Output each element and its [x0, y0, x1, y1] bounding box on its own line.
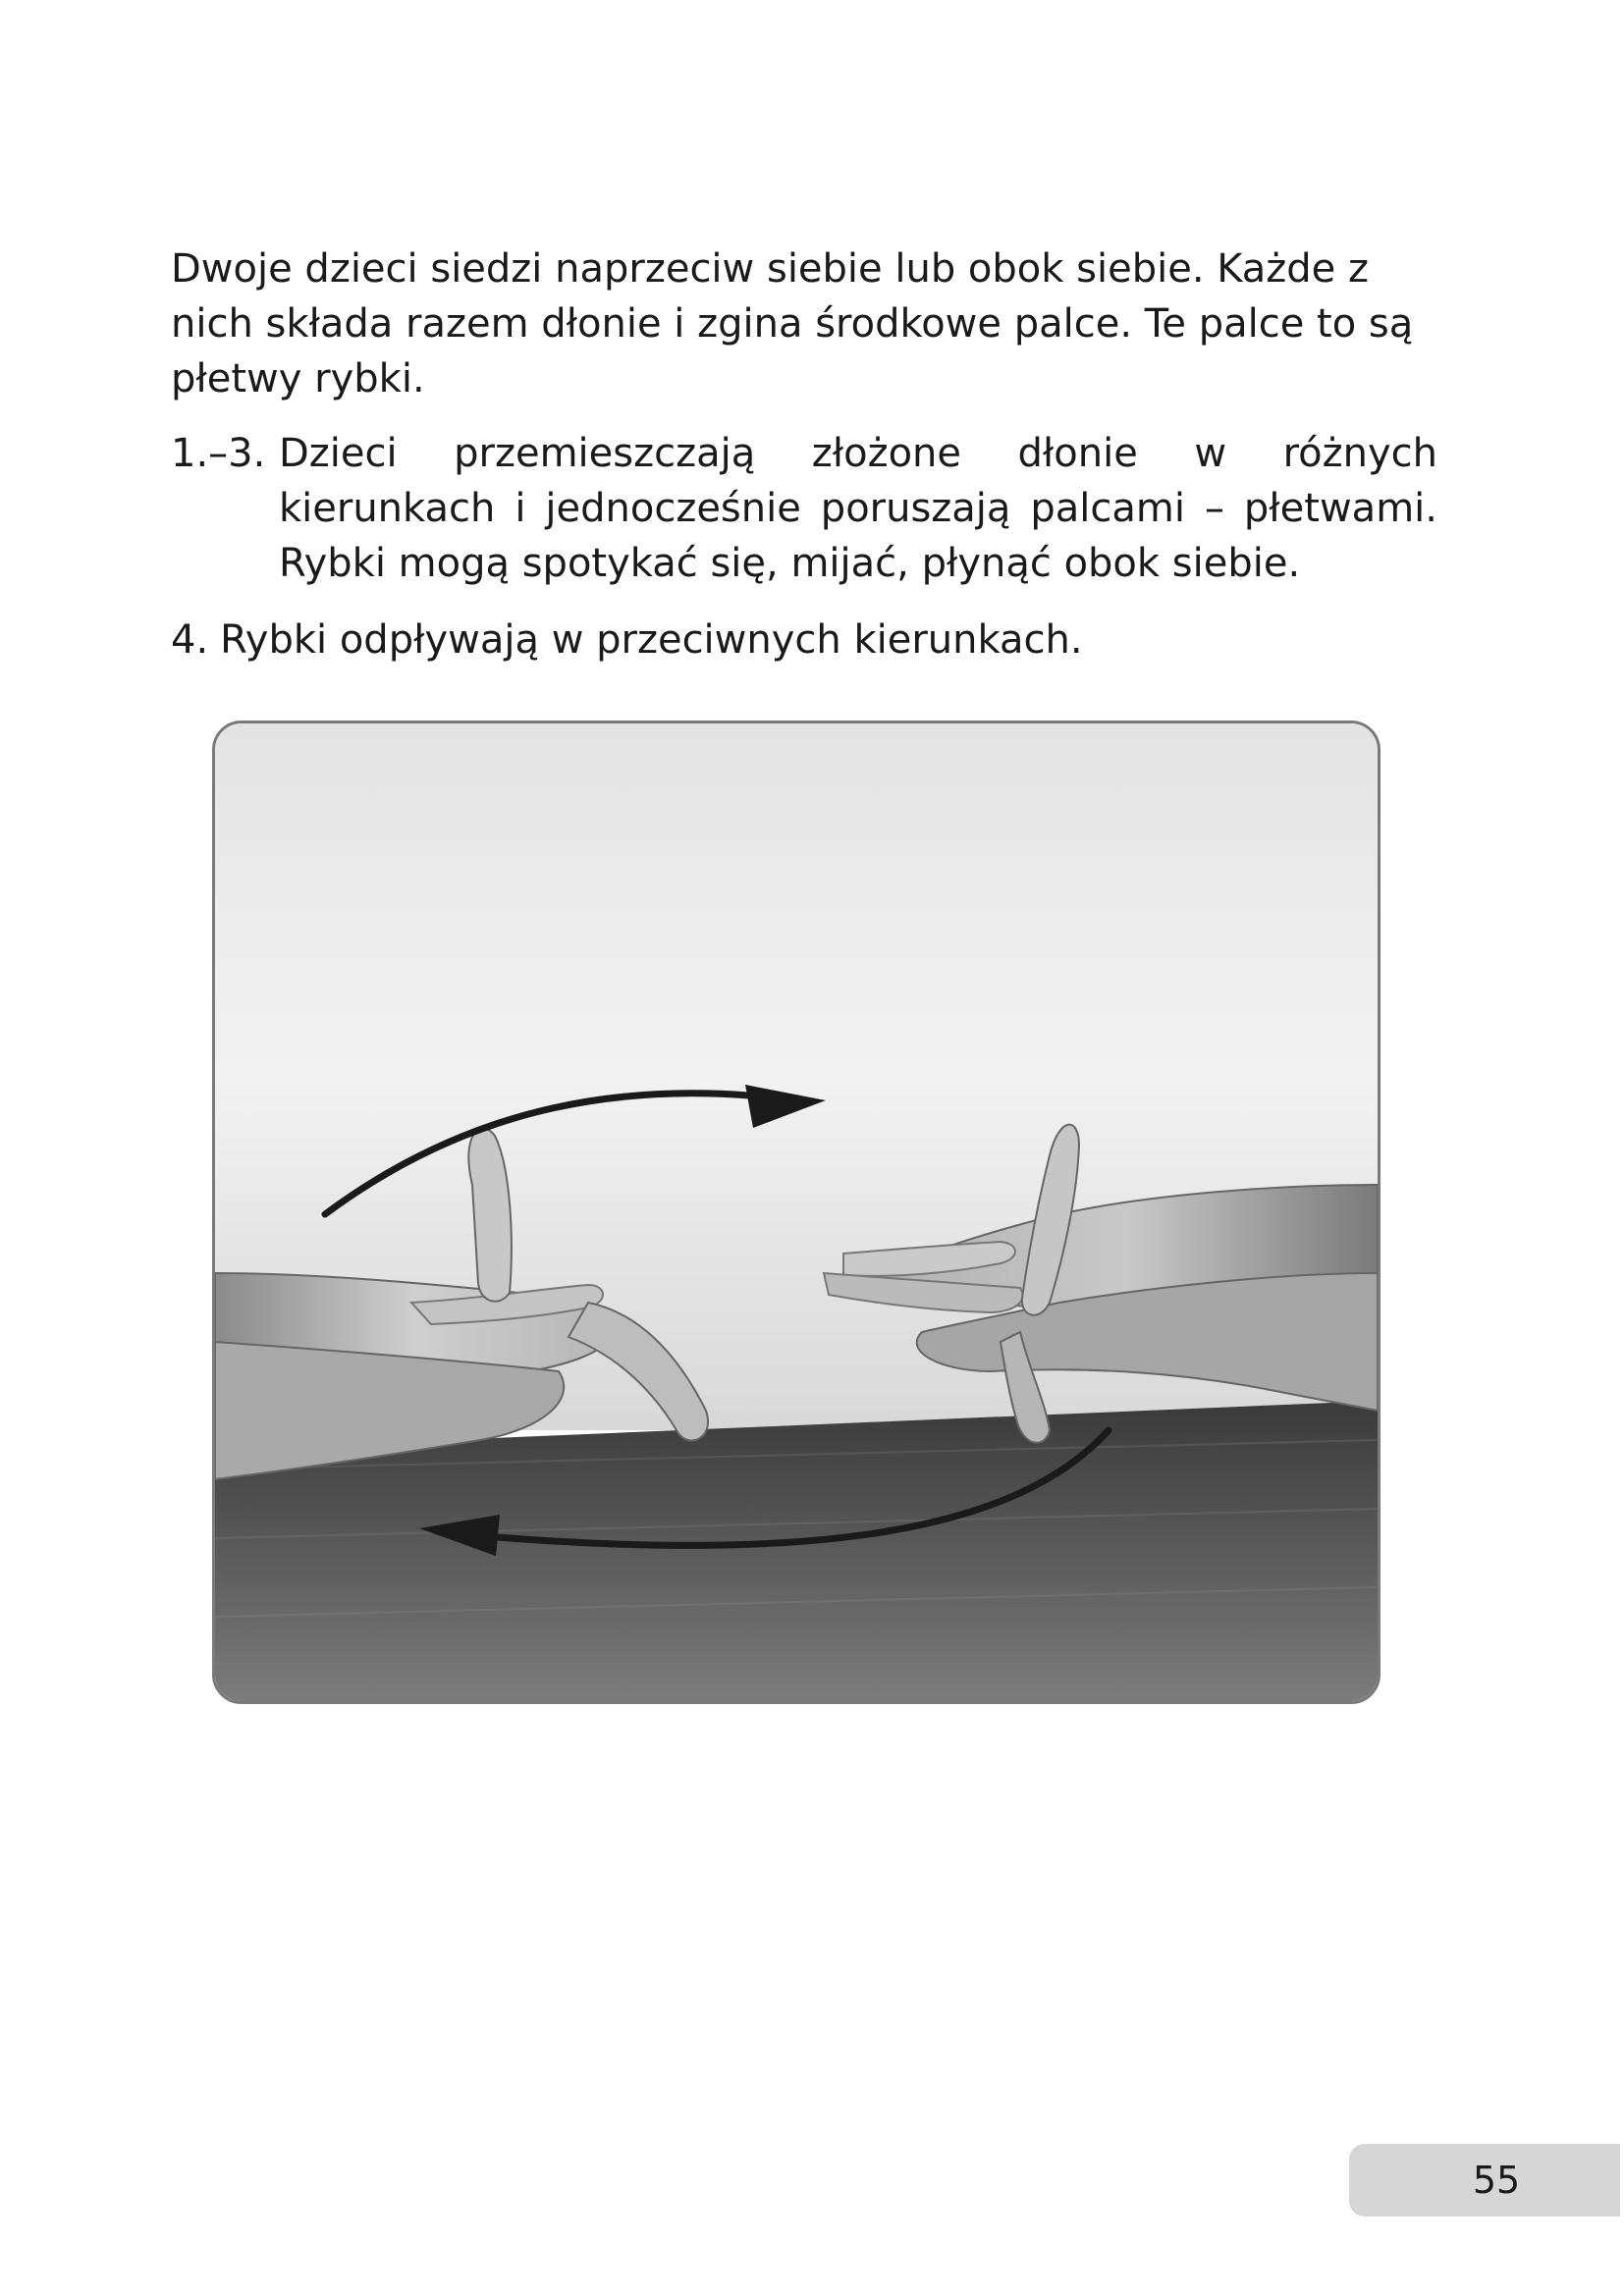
steps-list: [171, 426, 1437, 667]
hands-photo: [212, 721, 1380, 1704]
hands-illustration: [215, 723, 1378, 1701]
page-number: 55: [1472, 2159, 1521, 2202]
intro-paragraph: Dwoje dzieci siedzi naprzeciw siebie lub obok siebie. Każde z nich składa razem dłonie i zgina środkowe palce. Te palce to są płetwy rybki.: [171, 246, 1414, 401]
page-number-tab: [1349, 2144, 1620, 2216]
step-item: [171, 426, 1437, 591]
step-text: Dzieci przemieszczają złożone dłonie w różnych kierunkach i jednocześnie poruszają palcami – płetwami. Rybki mogą spotykać się, mijać, płynąć obok siebie.: [279, 431, 1437, 586]
step-number: 4.: [171, 617, 209, 663]
step-item: [171, 613, 1437, 667]
step-number: 1.–3.: [171, 431, 266, 476]
step-text: Rybki odpływają w przeciwnych kierunkach.: [220, 617, 1083, 663]
page-content: [171, 241, 1437, 689]
